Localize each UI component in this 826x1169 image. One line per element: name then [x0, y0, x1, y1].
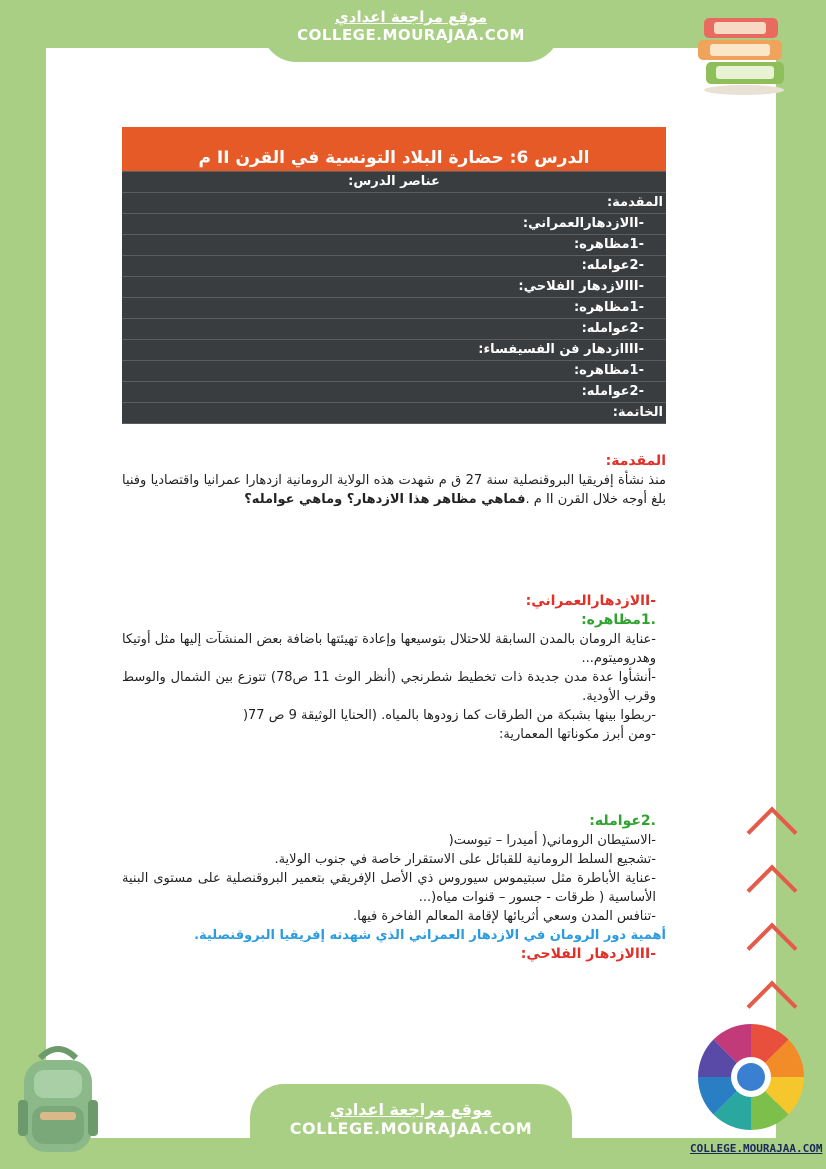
- footer-brand[interactable]: [250, 1100, 572, 1138]
- outline-row-1-1: -1مظاهره:: [122, 235, 666, 256]
- outline-top-band: [122, 127, 666, 145]
- outline-row-section-1: -Iالازدهارالعمراني:: [122, 214, 666, 235]
- intro-question: فماهي مظاهر هذا الازدهار؟ وماهي عوامله؟: [244, 492, 526, 507]
- intro-paragraph: [122, 471, 666, 509]
- intro-heading: المقدمة:: [605, 453, 666, 469]
- urban-aspect-item: -ومن أبرز مكوناتها المعمارية:: [499, 727, 656, 742]
- outline-row-2-1: -1مظاهره:: [122, 298, 666, 319]
- lesson-title: الدرس 6: حضارة البلاد التونسية في القرن II م: [122, 145, 666, 172]
- urban-factors-heading: .2عوامله:: [589, 813, 656, 829]
- urban-aspect-item: -ربطوا بينها بشبكة من الطرقات كما زودوها بالمياه. (الحنايا الوثيقة 9 ص 77(: [242, 708, 656, 723]
- urban-factor-item: -تنافس المدن وسعي أثريائها لإقامة المعالم الفاخرة فيها.: [352, 909, 656, 924]
- outline-row-3-2: -2عوامله:: [122, 382, 666, 403]
- footer-brand-domain[interactable]: COLLEGE.MOURAJAA.COM: [289, 1119, 533, 1138]
- brand-arabic-name[interactable]: موقع مراجعة اعدادي: [335, 8, 487, 26]
- footer-brand-arabic-name[interactable]: موقع مراجعة اعدادي: [329, 1100, 493, 1119]
- outline-row-intro: المقدمة:: [122, 193, 666, 214]
- backpack-icon: [10, 1040, 106, 1158]
- intro-text: منذ نشأة إفريقيا البروقنصلية سنة 27 ق م شهدت هذه الولاية الرومانية ازدهارا عمرانيا واقتصاديا وفنيا بلغ أوجه خلال القرن II م .: [122, 473, 666, 507]
- outline-row-2-2: -2عوامله:: [122, 319, 666, 340]
- section-urban-heading: -Iالازدهارالعمراني:: [525, 593, 656, 609]
- lesson-outline-table: [122, 127, 666, 424]
- urban-aspect-item: -أنشأوا عدة مدن جديدة ذات تخطيط شطرنجي (أنظر الوث 11 ص78) تتوزع بين الشمال والوسط وقرب الأودية.: [122, 670, 656, 704]
- outline-row-conclusion: الخاتمة:: [122, 403, 666, 424]
- outline-row-3-1: -1مظاهره:: [122, 361, 666, 382]
- urban-factor-item: -الاستيطان الروماني( أميدرا – تيوست(: [448, 833, 656, 848]
- books-icon: [694, 10, 790, 98]
- section-urban-factors: [122, 812, 666, 964]
- urban-aspects-heading: .1مظاهره:: [581, 612, 656, 628]
- outline-row-section-2: -IIالازدهار الفلاحي:: [122, 277, 666, 298]
- brand-domain[interactable]: COLLEGE.MOURAJAA.COM: [297, 26, 525, 44]
- subjects-wheel-icon: [696, 1022, 806, 1132]
- section-urban: [122, 592, 666, 744]
- urban-factor-item: -تشجيع السلط الرومانية للقبائل على الاستقرار خاصة في جنوب الولاية.: [274, 852, 656, 867]
- header-brand[interactable]: [262, 8, 560, 44]
- urban-aspect-item: -عناية الرومان بالمدن السابقة للاحتلال بتوسيعها وإعادة تهيئتها باضافة بعض المنشآت إليها مثل أوتيكا وهدروميتوم...: [122, 632, 656, 666]
- logo-domain-label[interactable]: COLLEGE.MOURAJAA.COM: [690, 1142, 823, 1155]
- outline-row-section-3: -IIIازدهار فن الفسيفساء:: [122, 340, 666, 361]
- intro-section: [122, 452, 666, 509]
- outline-row-1-2: -2عوامله:: [122, 256, 666, 277]
- section-agri-heading: -IIالازدهار الفلاحي:: [520, 946, 656, 962]
- outline-heading: عناصر الدرس:: [122, 172, 666, 193]
- urban-factor-item: -عناية الأباطرة مثل سبتيموس سيوروس ذي الأصل الإفريقي بتعمير البروقنصلية على مستوى البنية الأساسية ( طرقات - جسور – قنوات مياه(...: [122, 871, 656, 905]
- urban-importance-note: أهمية دور الرومان في الازدهار العمراني الذي شهدته إفريقيا البروقنصلية.: [194, 928, 666, 943]
